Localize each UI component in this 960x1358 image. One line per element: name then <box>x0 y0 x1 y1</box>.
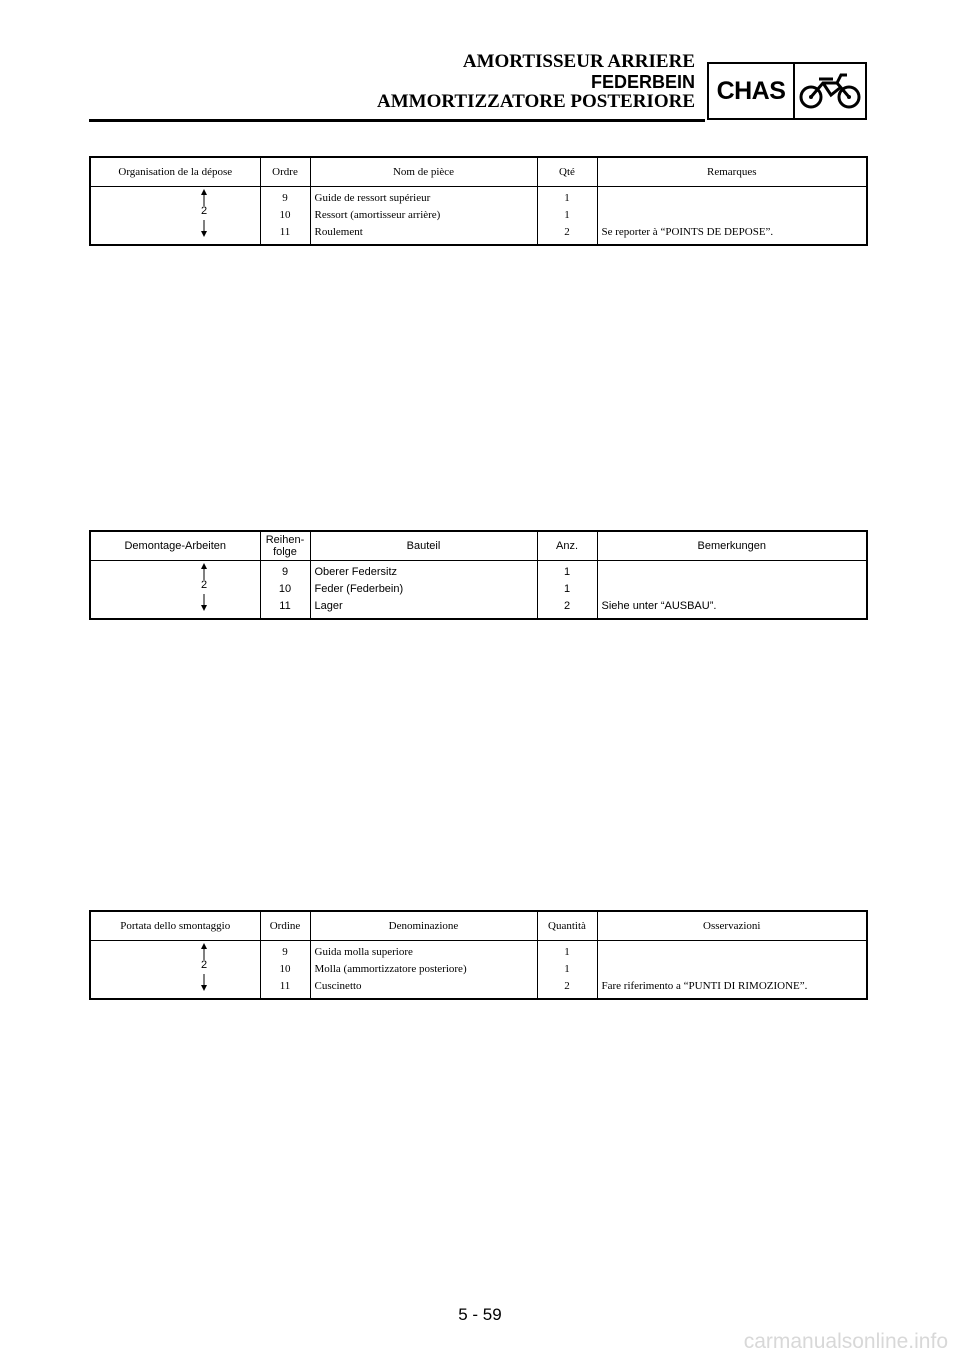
row-remark <box>597 961 867 978</box>
row-quantity: 2 <box>537 978 597 999</box>
row-remark: Siehe unter “AUSBAU”. <box>601 600 717 612</box>
row-order: 11 <box>260 224 310 245</box>
table-row <box>90 186 867 207</box>
row-remark: Fare riferimento a “PUNTI DI RIMOZIONE”. <box>601 980 808 992</box>
organisation-cell <box>90 560 260 619</box>
row-part-name: Feder (Federbein) <box>310 581 537 598</box>
row-quantity: 1 <box>537 581 597 598</box>
header-order: Ordre <box>260 157 310 186</box>
header-order: Reihen- folge <box>260 531 310 560</box>
row-order: 10 <box>260 581 310 598</box>
header-quantity: Qté <box>537 157 597 186</box>
header-part-name: Denominazione <box>310 911 537 940</box>
row-order: 9 <box>260 940 310 961</box>
row-remark <box>597 186 867 207</box>
table-row <box>90 560 867 581</box>
row-order: 10 <box>260 207 310 224</box>
row-quantity: 1 <box>537 560 597 581</box>
header-part-name: Bauteil <box>310 531 537 560</box>
row-part-name: Cuscinetto <box>310 978 537 999</box>
header-organisation: Demontage-Arbeiten <box>90 531 260 560</box>
header-quantity: Anz. <box>537 531 597 560</box>
row-part-name: Oberer Federsitz <box>310 560 537 581</box>
header-remarks: Osservazioni <box>597 911 867 940</box>
row-order: 11 <box>260 598 310 619</box>
page-number: 5 - 59 <box>458 1305 502 1324</box>
step-number: 2 <box>200 204 208 217</box>
header-order: Ordine <box>260 911 310 940</box>
row-order: 9 <box>260 186 310 207</box>
row-part-name: Roulement <box>310 224 537 245</box>
table-header-row <box>90 157 867 186</box>
table-header-row <box>90 531 867 560</box>
row-remark <box>597 940 867 961</box>
section-title <box>377 52 695 112</box>
row-order: 11 <box>260 978 310 999</box>
header-remarks: Bemerkungen <box>597 531 867 560</box>
organisation-cell <box>90 940 260 999</box>
title-german: FEDERBEIN <box>590 72 695 92</box>
row-remark: Se reporter à “POINTS DE DEPOSE”. <box>601 226 774 238</box>
organisation-cell <box>90 186 260 245</box>
row-quantity: 1 <box>537 940 597 961</box>
table-header-row <box>90 911 867 940</box>
section-badge <box>707 62 867 120</box>
row-remark <box>597 560 867 581</box>
parts-table-german <box>89 530 868 620</box>
motorcycle-icon <box>795 64 865 118</box>
row-quantity: 2 <box>537 224 597 245</box>
row-quantity: 2 <box>537 598 597 619</box>
parts-table-italian <box>89 910 868 1000</box>
header-remarks: Remarques <box>597 157 867 186</box>
table-row <box>90 940 867 961</box>
row-quantity: 1 <box>537 186 597 207</box>
row-remark <box>597 581 867 598</box>
row-remark <box>597 207 867 224</box>
header-part-name: Nom de pièce <box>310 157 537 186</box>
row-order: 10 <box>260 961 310 978</box>
section-code: CHAS <box>709 64 795 118</box>
row-part-name: Ressort (amortisseur arrière) <box>310 207 537 224</box>
header-quantity: Quantità <box>537 911 597 940</box>
header-organisation: Portata dello smontaggio <box>90 911 260 940</box>
row-part-name: Guida molla superiore <box>310 940 537 961</box>
row-quantity: 1 <box>537 961 597 978</box>
row-part-name: Lager <box>310 598 537 619</box>
header-rule <box>89 119 705 122</box>
watermark: carmanualsonline.info <box>743 1330 948 1353</box>
row-part-name: Guide de ressort supérieur <box>310 186 537 207</box>
title-italian: AMMORTIZZATORE POSTERIORE <box>377 91 695 112</box>
row-order: 9 <box>260 560 310 581</box>
row-part-name: Molla (ammortizzatore posteriore) <box>310 961 537 978</box>
step-number: 2 <box>200 578 208 591</box>
row-quantity: 1 <box>537 207 597 224</box>
step-number: 2 <box>200 958 208 971</box>
parts-table-french <box>89 156 868 246</box>
header-organisation: Organisation de la dépose <box>90 157 260 186</box>
title-french: AMORTISSEUR ARRIERE <box>462 51 695 72</box>
